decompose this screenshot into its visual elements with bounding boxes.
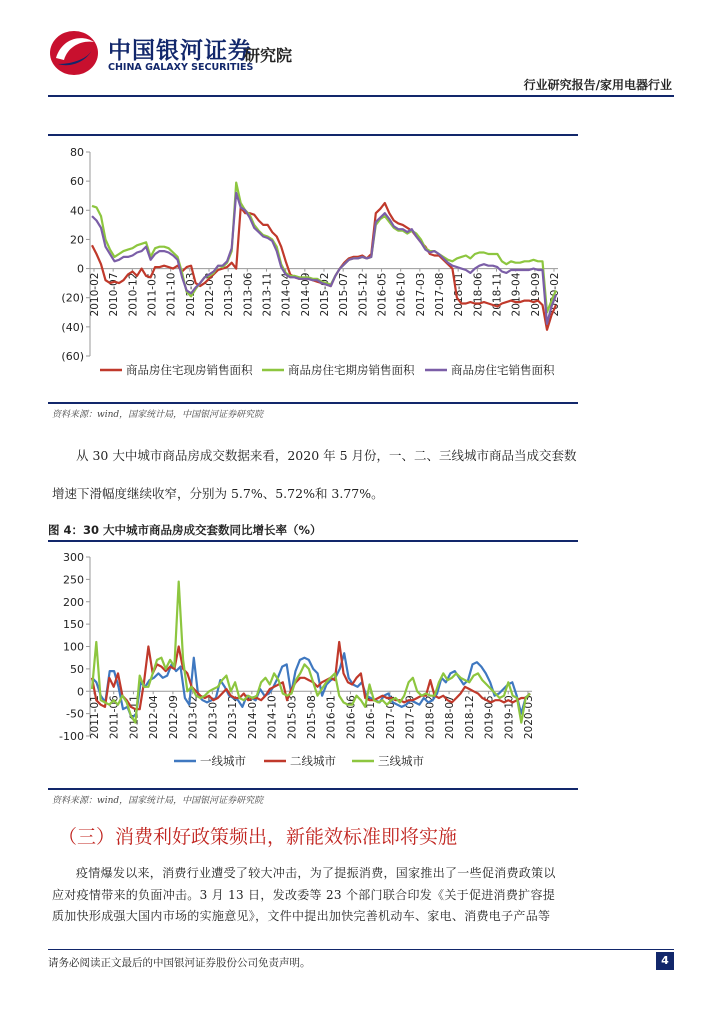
x-tick-label: 2014-10 [266,695,279,740]
x-tick-label: 2011-11 [128,695,141,740]
legend-label-3: 商品房住宅销售面积 [451,363,555,377]
x-tick-label: 2011-05 [146,272,159,317]
x-tick-label: 2013-11 [261,272,274,317]
y-tick-label: -50 [66,707,84,721]
x-tick-label: 2013-06 [242,272,255,317]
y-tick-label: 80 [70,146,84,159]
x-tick-label: 2018-07 [444,695,457,740]
x-tick-label: 2012-09 [167,695,180,740]
figure4-chart [48,546,578,774]
x-tick-label: 2012-03 [184,272,197,317]
paragraph-line-2: 增速下滑幅度继续收窄，分别为 5.7%、5.72%和 3.77%。 [52,486,384,501]
x-tick-label: 2019-09 [529,272,542,317]
y-tick-label: 300 [63,551,84,564]
x-tick-label: 2016-01 [325,695,338,740]
y-tick-label: (40) [61,320,84,334]
x-tick-label: 2016-06 [345,695,358,740]
y-tick-label: 100 [63,640,84,654]
figure4-top-rule [48,540,578,542]
x-tick-label: 2014-04 [280,272,293,317]
x-tick-label: 2013-07 [207,695,220,740]
x-tick-label: 2011-10 [165,272,178,317]
x-tick-label: 2013-01 [223,272,236,317]
section-line-1: 疫情爆发以来，消费行业遭受了较大冲击，为了提振消费，国家推出了一些促消费政策以 [76,866,556,880]
y-tick-label: -100 [59,730,84,743]
figure3-top-rule [48,134,578,136]
y-tick-label: (20) [61,291,84,305]
x-tick-label: 2010-07 [108,272,121,317]
x-tick-label: 2017-08 [434,272,446,317]
x-tick-label: 2020-02 [549,272,561,317]
footer-disclaimer: 请务必阅读正文最后的中国银河证券股份公司免责声明。 [48,957,311,969]
legend-label-3: 三线城市 [378,754,424,768]
company-logo [48,28,310,78]
x-tick-label: 2015-12 [357,272,370,317]
y-tick-label: 200 [63,595,84,609]
figure4-source: 资料来源：wind，国家统计局，中国银河证券研究院 [52,796,264,806]
y-tick-label: 60 [70,175,84,189]
x-tick-label: 2018-02 [424,695,437,740]
x-tick-label: 2012-04 [148,695,161,740]
y-tick-label: 250 [63,573,84,587]
x-tick-label: 2015-02 [319,272,331,317]
figure4-title: 图 4：30 大中城市商品房成交套数同比增长率（%） [48,523,322,537]
x-tick-label: 2010-12 [127,272,140,317]
x-tick-label: 2012-08 [204,272,216,317]
y-tick-label: (60) [61,350,84,363]
x-tick-label: 2019-05 [483,695,496,740]
x-tick-label: 2015-03 [286,695,299,740]
figure3-bottom-rule [48,402,578,404]
figure3-source: 资料来源：wind，国家统计局，中国银河证券研究院 [52,410,264,420]
header-divider [48,95,674,97]
x-tick-label: 2010-02 [89,272,101,317]
x-tick-label: 2018-01 [453,272,466,317]
x-tick-label: 2011-01 [89,695,101,740]
report-type: 行业研究报告/家用电器行业 [523,78,672,92]
x-tick-label: 2020-03 [523,695,535,740]
y-tick-label: 50 [70,662,84,676]
x-tick-label: 2017-04 [384,695,397,740]
figure4-bottom-rule [48,788,578,790]
x-tick-label: 2016-10 [395,272,408,317]
x-tick-label: 2016-11 [365,695,378,740]
logo-department-text: 研究院 [244,46,293,65]
galaxy-logo-icon [48,28,100,78]
x-tick-label: 2016-05 [376,272,389,317]
x-tick-label: 2019-04 [510,272,523,317]
x-tick-label: 2014-05 [246,695,259,740]
legend-label-2: 二线城市 [290,754,336,768]
x-tick-label: 2013-02 [187,695,200,740]
x-tick-label: 2019-10 [503,695,516,740]
y-tick-label: 150 [63,618,84,632]
legend-label-1: 商品房住宅现房销售面积 [126,363,253,377]
logo-chinese-text: 中国银河证券 [108,38,252,64]
x-tick-label: 2018-06 [472,272,485,317]
x-tick-label: 2014-09 [299,272,312,317]
section-line-3: 质加快形成强大国内市场的实施意见》，文件中提出加快完善机动车、家电、消费电子产品等 [52,909,551,923]
x-tick-label: 2015-08 [306,695,318,740]
paragraph-line-1: 从 30 大中城市商品房成交数据来看，2020 年 5 月份，一、二、三线城市商品当成交套数 [76,448,577,463]
figure3-chart [48,140,578,385]
x-tick-label: 2018-12 [463,695,476,740]
y-tick-label: 20 [70,233,84,247]
y-tick-label: 40 [70,204,84,218]
legend-label-1: 一线城市 [200,754,246,768]
x-tick-label: 2011-06 [108,695,121,740]
legend-label-2: 商品房住宅期房销售面积 [288,363,415,377]
x-tick-label: 2015-07 [338,272,351,317]
logo-english-text: CHINA GALAXY SECURITIES [108,62,254,73]
x-tick-label: 2017-09 [404,695,417,740]
section-line-2: 应对疫情带来的负面冲击。3 月 13 日，发改委等 23 个部门联合印发《关于促进消费扩容提 [52,888,556,902]
section-heading: （三）消费利好政策频出，新能效标准即将实施 [58,826,458,848]
x-tick-label: 2017-03 [414,272,427,317]
y-tick-label: 0 [77,262,84,276]
footer-divider [48,949,674,950]
x-tick-label: 2013-12 [227,695,240,740]
page-number: 4 [656,952,674,970]
x-tick-label: 2018-11 [491,272,504,317]
y-tick-label: 0 [77,685,84,699]
